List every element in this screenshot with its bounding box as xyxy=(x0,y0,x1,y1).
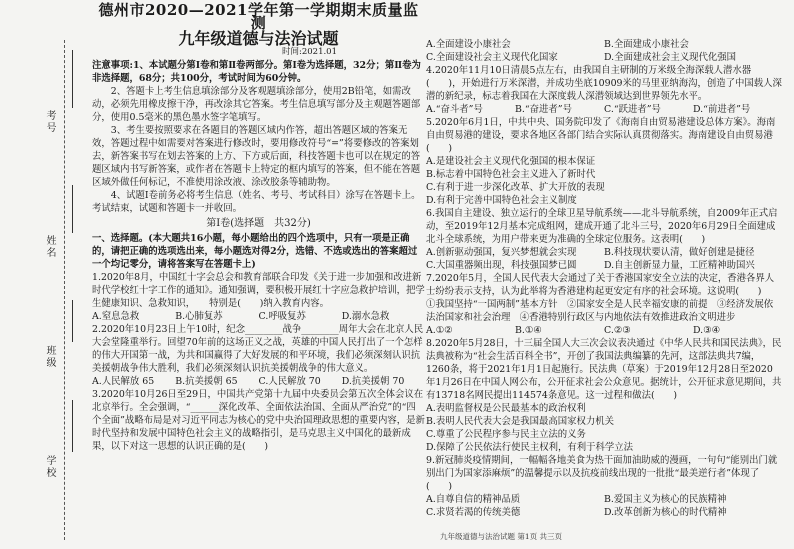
page-footer: 九年级道德与法治试题 第1页 共三页 xyxy=(440,532,563,541)
question-1: 1.2020年8月，中国红十字会总会和教育部联合印发《关于进一步加强和改进新时代学校红十字工作的通知》。通知强调，要积极开展红十字应急救护培训，把学生健康知识、急救知识， 特别是( )纳入教育内容。 xyxy=(92,272,425,309)
option: A.创新驱动强国，复兴梦想就会实现 xyxy=(426,247,577,258)
option: B.全面建成小康社会 xyxy=(604,39,689,50)
option: D.有利于完善中国特色社会主义制度 xyxy=(426,195,577,206)
notice-2: 2、答题卡上考生信息填涂部分及客观题填涂部分，使用2B铅笔，如需改动，必须先用橡皮擦干净，再改涂其它答案。考生信息填写部分及主观题答题部分，使用0.5毫米的黑色墨水签字笔填写。 xyxy=(92,86,421,123)
option: C.大国重器频出现，科技强国梦已圆 xyxy=(426,260,577,271)
option: B.表明人民代表大会是我国最高国家权力机关 xyxy=(426,416,614,427)
name-field xyxy=(72,185,73,233)
class-label: 班级 xyxy=(44,345,55,369)
option: D.保障了公民依法行使民主权利，有利于科学立法 xyxy=(426,442,634,453)
class-field xyxy=(72,300,73,342)
question-3-options xyxy=(426,38,782,64)
option: A.人民解放 65 xyxy=(92,376,155,387)
option: A.全面建设小康社会 xyxy=(426,39,511,50)
notice-3: 3、考生要按照要求在各题目的答题区域内作答，超出答题区域的答案无效，答题过程中如需要对答案进行修改时，要用修改符号“=”将要修改的答案划去，新答案书写在划去答案的上方、下方或后面，科技答题卡也可以在规定的答题区域内书写新答案，或作者在答题卡上特定的框内填写的答案，但不能在答题区域外做任何标记，不准使用涂改液、涂改胶条等辅助物。 xyxy=(92,125,421,188)
option: B.心肺复苏 xyxy=(175,311,223,322)
option: B.科技现状要认清，做好创建是捷径 xyxy=(604,247,755,258)
option: D.全面建成社会主义现代化强国 xyxy=(604,52,737,63)
right-column xyxy=(426,38,782,519)
name-label: 姓名 xyxy=(44,235,55,259)
option: C.全面建设社会主义现代化国家 xyxy=(426,52,558,63)
option: B.抗美援朝 65 xyxy=(175,376,238,387)
option: D.改革创新为核心的时代精神 xyxy=(604,507,727,518)
cut-line xyxy=(64,40,65,540)
option: C.“跃进者”号 xyxy=(604,104,661,115)
question-2-options xyxy=(92,375,425,388)
option: A.表明监督权是公民最基本的政治权利 xyxy=(426,403,586,414)
question-1-options xyxy=(92,310,425,323)
section-instructions: 一、选择题。(本大题共16小题，每小题给出的四个选项中，只有一项是正确的，请把正确的选项选出来，每小题选对得2分，选错、不选或选出的答案超过一个均记零分，请将答案写在答题卡上) xyxy=(92,233,418,270)
option: B.标志着中国特色社会主义进入了新时代 xyxy=(426,169,596,180)
question-5: 5.2020年6月1日，中共中央、国务院印发了《海南自由贸易港建设总体方案》。海南自由贸易港的建设，要求各地区各部门结合实际认真贯彻落实。海南建设自由贸易港( ) xyxy=(426,117,776,154)
option: A.窒息急救 xyxy=(92,311,140,322)
school-label: 学校 xyxy=(44,455,55,479)
question-6-options xyxy=(426,246,782,272)
option: B.①④ xyxy=(515,325,542,336)
question-4-options xyxy=(426,103,782,116)
question-4: 4.2020年11月10日清晨5点左右，由我国自主研制的万米级全海深载人潜水器( )，开始进行万米深潜，并成功坐底10909米的马里亚纳海沟，创造了中国载人深潜的新纪录，标志着我国在大深度载人深潜领域达到世界领先水平。 xyxy=(426,65,782,102)
option: D.抗美援朝 70 xyxy=(341,376,405,387)
option: D.自主创新显力量，工匠精神助国兴 xyxy=(604,260,755,271)
option: A.是建设社会主义现代化强国的根本保证 xyxy=(426,156,596,167)
option: B.“奋进者”号 xyxy=(515,104,572,115)
school-field xyxy=(72,400,73,452)
exam-subtitle: 九年级道德与法治试题 xyxy=(178,29,339,48)
question-7-options xyxy=(426,324,782,337)
question-7: 7.2020年5月，全国人民代表大会通过了关于香港国家安全立法的决定，香港各界人士纷纷表示支持，认为此举将为香港建构起更安定有序的社会环境。这说明( ) xyxy=(426,273,775,297)
option: C.呼吸复苏 xyxy=(258,311,306,322)
question-6: 6.我国自主建设、独立运行的全球卫星导航系统——北斗导航系统，自2009年正式启动，至2019年12月基本完成组网，建成开通了北斗三号，2020年6月29日全面建成北斗全球系统，为用户带来更为准确的全球定位服务。这表明( ) xyxy=(426,208,778,245)
left-column xyxy=(92,0,425,453)
binding-margin xyxy=(0,0,88,549)
question-3: 3.2020年10月26日至29日，中国共产党第十九届中央委员会第五次全体会议在北京举行。全会强调，“______深化改革、全面依法治国、全面从严治党”的“四个全面”战略布局是对习近平同志为核心的党中央治国理政思想的重要内容，是新时代坚持和发展中国特色社会主义的战略指引，是马克思主义中国化的最新成果，以下对这一思想的认识正确的是( ) xyxy=(92,389,425,452)
question-7-items: ①我国坚持“一国两制”基本方针 ②国家安全是人民幸福安康的前提 ③经济发展依法治国家和社会治理 ④香港特别行政区与内地依法有效推进政治文明进步 xyxy=(426,299,774,323)
notice-1: 注意事项:1、本试题分第Ⅰ卷和第Ⅱ卷两部分。第Ⅰ卷为选择题，32分；第Ⅱ卷为非选择题，68分；共100分，考试时间为60分钟。 xyxy=(92,60,421,84)
option: C.尊重了公民程序参与民主立法的义务 xyxy=(426,429,586,440)
question-9-options xyxy=(426,493,782,519)
exam-title: 德州市2020—2021学年第一学期期末质量监测 xyxy=(98,1,419,32)
option: B.爱国主义为核心的民族精神 xyxy=(604,494,727,505)
option: A.①② xyxy=(426,325,453,336)
exam-no-field xyxy=(72,50,73,108)
option: C.求贤若渴的传统美德 xyxy=(426,507,521,518)
exam-no-label: 考号 xyxy=(44,110,55,134)
question-2: 2.2020年10月23日上午10时，纪念________战争________周年大会在北京人民大会堂隆重举行。回望70年前的这场正义之战，英雄的中国人民打出了一个怎样的伟大开国第一战，为共和国赢得了大好发展的和平环境，我们必须深刻认识抗美援朝战争伟大胜利，我们必须深刻认识抗美援朝战争的伟大意义。 xyxy=(92,324,424,374)
option: C.有利于进一步深化改革、扩大开放的表现 xyxy=(426,182,605,193)
section-title: 第Ⅰ卷(选择题 共32分) xyxy=(206,218,311,229)
exam-date: 时间:2021.01 xyxy=(281,47,337,57)
option: C.②③ xyxy=(604,325,631,336)
question-8: 8.2020年5月28日，十三届全国人大三次会议表决通过《中华人民共和国民法典》，民法典被称为“社会生活百科全书”，开创了我国法典编纂的先河，这部法典共7编，1260条，将于2021年1月1日起施行。民法典（草案）于2019年12月28日至2020年1月26日在中国人网公布，公开征求社会公众意见。据统计，公开征求意见期间，共有13718名网民提出114574条意见。这一过程和做法( ) xyxy=(426,338,782,401)
question-9: 9.新冠肺炎疫情期间，一幅幅各地美食为热干面加油助威的漫画，一句句“能别出门就别出门为国家添麻烦”的温馨提示以及抗疫前线出现的一批批“最美逆行者”体现了( ) xyxy=(426,455,778,492)
option: D.“前进者”号 xyxy=(693,104,751,115)
option: C.人民解放 70 xyxy=(258,376,321,387)
option: D.③④ xyxy=(693,325,720,336)
option: D.溺水急救 xyxy=(341,311,390,322)
option: A.自尊自信的精神品质 xyxy=(426,494,521,505)
notice-4: 4、试题Ⅰ卷前务必将考生信息（姓名、考号、考试科目）涂写在答题卡上。考试结束，试题和答题卡一并收回。 xyxy=(92,190,421,214)
option: A.“奋斗者”号 xyxy=(426,104,483,115)
